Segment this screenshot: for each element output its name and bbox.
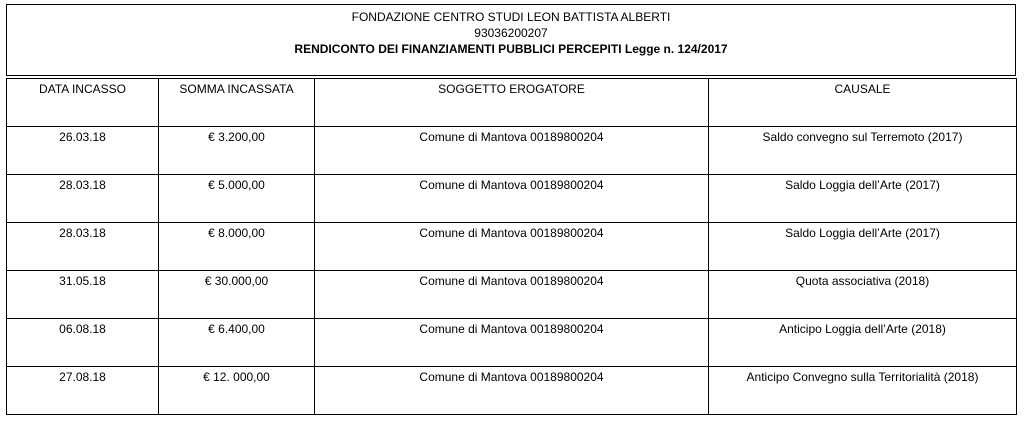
cell-date: 31.05.18 <box>7 271 159 319</box>
cell-amount: € 8.000,00 <box>159 223 315 271</box>
cell-reason: Saldo Loggia dell’Arte (2017) <box>709 175 1017 223</box>
table-row <box>7 271 1017 319</box>
cell-date: 26.03.18 <box>7 127 159 175</box>
foundation-name: FONDAZIONE CENTRO STUDI LEON BATTISTA ALBERTI <box>351 10 671 24</box>
cell-amount: € 12. 000,00 <box>159 367 315 415</box>
cell-reason: Anticipo Convegno sulla Territorialità (2018) <box>709 367 1017 415</box>
table-row <box>7 367 1017 415</box>
cell-date: 27.08.18 <box>7 367 159 415</box>
table-row <box>7 175 1017 223</box>
table-row <box>7 127 1017 175</box>
report-header <box>6 4 1016 76</box>
cell-grantor: Comune di Mantova 00189800204 <box>315 271 709 319</box>
funding-table <box>6 78 1017 415</box>
table-row <box>7 223 1017 271</box>
cell-amount: € 30.000,00 <box>159 271 315 319</box>
cell-reason: Quota associativa (2018) <box>709 271 1017 319</box>
cell-reason: Saldo Loggia dell’Arte (2017) <box>709 223 1017 271</box>
cell-grantor: Comune di Mantova 00189800204 <box>315 175 709 223</box>
column-header-soggetto-erogatore: SOGGETTO EROGATORE <box>315 79 709 127</box>
column-header-causale: CAUSALE <box>709 79 1017 127</box>
cell-reason: Saldo convegno sul Terremoto (2017) <box>709 127 1017 175</box>
cell-amount: € 3.200,00 <box>159 127 315 175</box>
cell-date: 28.03.18 <box>7 175 159 223</box>
table-header-row <box>7 79 1017 127</box>
cell-amount: € 5.000,00 <box>159 175 315 223</box>
column-header-somma-incassata: SOMMA INCASSATA <box>159 79 315 127</box>
table-row <box>7 319 1017 367</box>
cell-grantor: Comune di Mantova 00189800204 <box>315 367 709 415</box>
report-title: RENDICONTO DEI FINANZIAMENTI PUBBLICI PERCEPITI Legge n. 124/2017 <box>294 42 728 56</box>
fiscal-code: 93036200207 <box>474 26 548 40</box>
cell-grantor: Comune di Mantova 00189800204 <box>315 319 709 367</box>
report-sheet <box>6 4 1016 415</box>
cell-grantor: Comune di Mantova 00189800204 <box>315 223 709 271</box>
cell-amount: € 6.400,00 <box>159 319 315 367</box>
cell-date: 06.08.18 <box>7 319 159 367</box>
cell-date: 28.03.18 <box>7 223 159 271</box>
cell-grantor: Comune di Mantova 00189800204 <box>315 127 709 175</box>
cell-reason: Anticipo Loggia dell’Arte (2018) <box>709 319 1017 367</box>
column-header-data-incasso: DATA INCASSO <box>7 79 159 127</box>
